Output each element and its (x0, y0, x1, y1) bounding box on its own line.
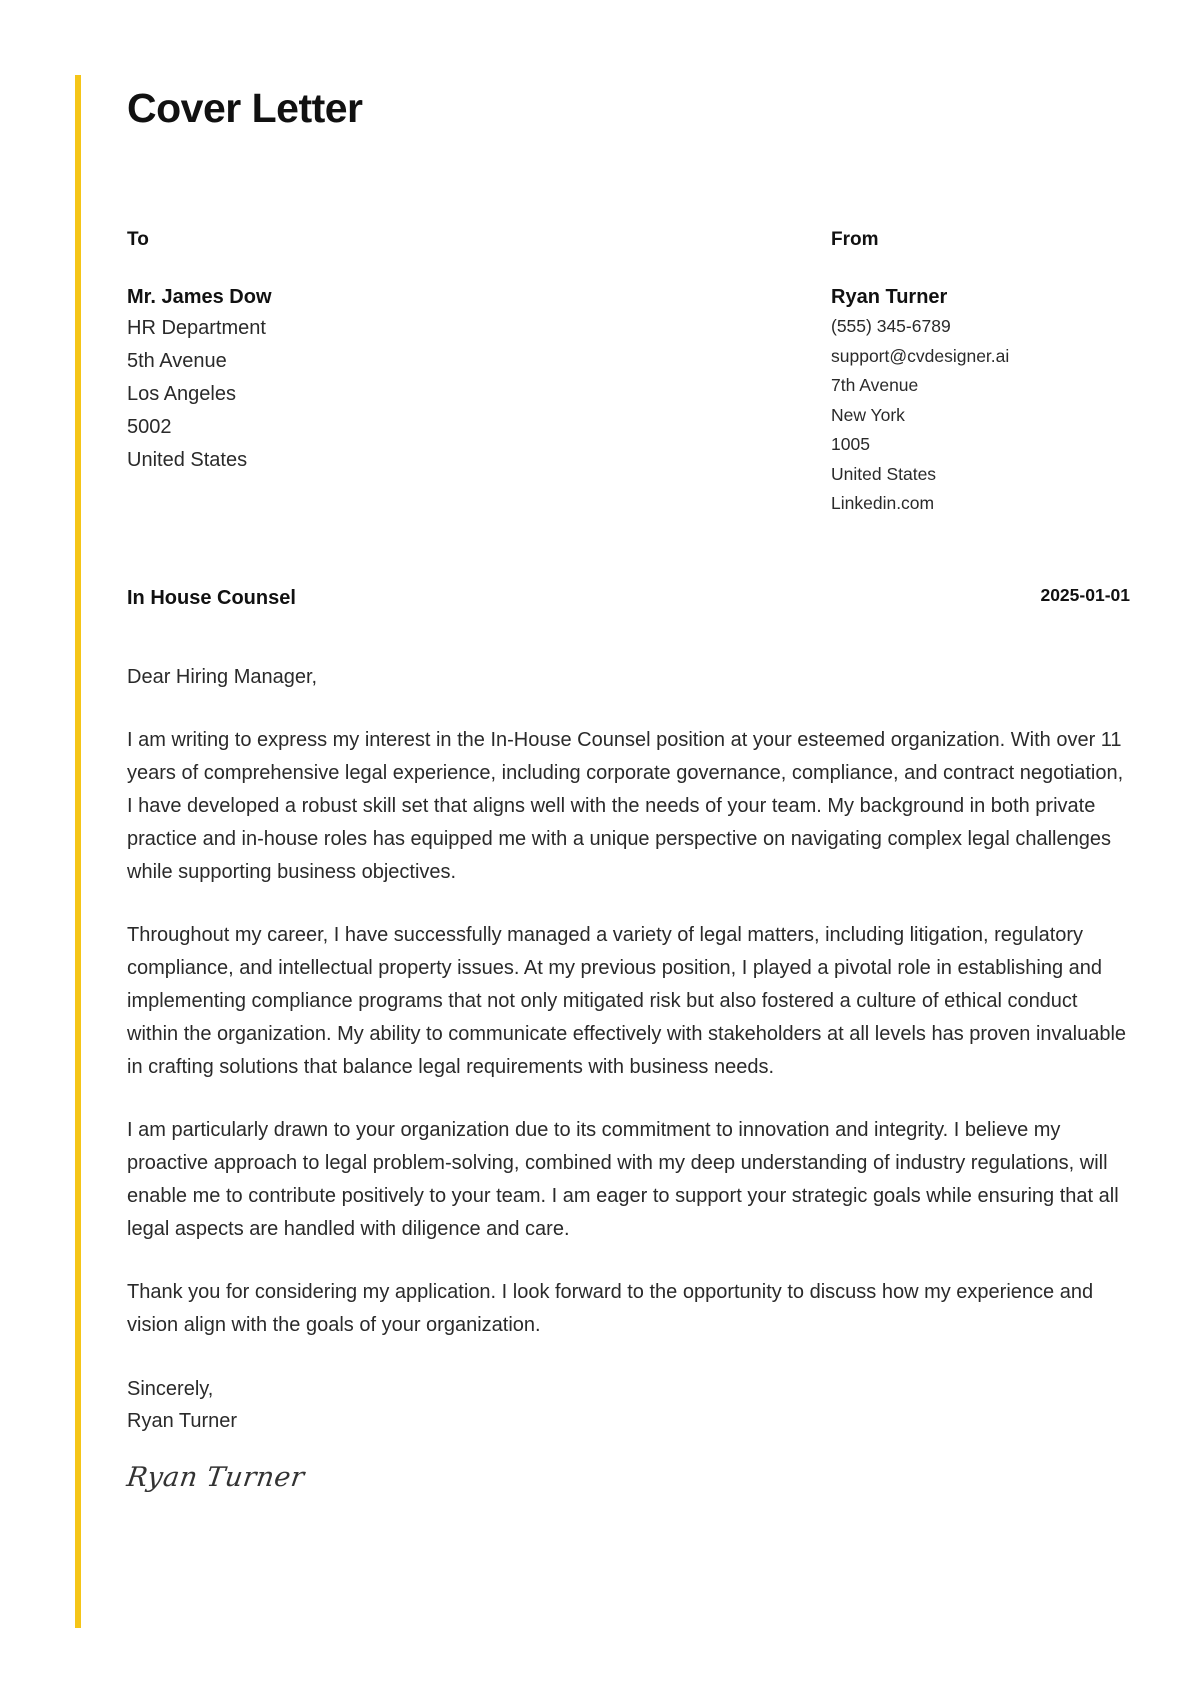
recipient-street: 5th Avenue (127, 350, 227, 372)
to-heading: To (127, 229, 149, 250)
cover-letter (124, 78, 1130, 1495)
letter-date: 2025-01-01 (1040, 585, 1130, 605)
valediction: Sincerely, (127, 1378, 214, 1400)
sender-street: 7th Avenue (831, 375, 919, 395)
accent-bar (75, 75, 81, 1628)
handwritten-signature: Ryan Turner (124, 1462, 307, 1493)
sender-email: support@cvdesigner.ai (831, 345, 1010, 366)
body-paragraph-3: I am particularly drawn to your organization due to its commitment to innovation and integrity. I believe my proactive approach to legal problem-solving, combined with my deep understanding of industry regulations, will enable me to contribute positively to your team. I am eager to support your strategic goals while ensuring that all legal aspects are handled with diligence and care. (127, 1119, 1119, 1240)
from-heading: From (831, 229, 879, 250)
sender-postal-code: 1005 (831, 434, 870, 454)
recipient-department: HR Department (127, 317, 266, 339)
body-paragraph-1: I am writing to express my interest in the In-House Counsel position at your esteemed organization. With over 11 years of comprehensive legal experience, including corporate governance, compliance, and contract negotiation, I have developed a robust skill set that aligns well with the needs of your team. My background in both private practice and in-house roles has equipped me with a unique perspective on navigating complex legal challenges while supporting business objectives. (127, 729, 1124, 883)
page-title: Cover Letter (127, 85, 363, 131)
recipient-city: Los Angeles (127, 383, 236, 405)
sender-city: New York (831, 404, 905, 425)
sender-website: Linkedin.com (831, 493, 935, 513)
salutation: Dear Hiring Manager, (127, 666, 318, 688)
sender-country: United States (831, 463, 937, 484)
address-section (127, 229, 1130, 583)
subject-line: In House Counsel (127, 587, 296, 609)
closing-block (127, 1373, 1130, 1437)
recipient-block (127, 226, 272, 477)
sender-name: Ryan Turner (831, 286, 948, 308)
closing-name: Ryan Turner (127, 1410, 238, 1432)
sender-block (831, 226, 1009, 519)
recipient-name: Mr. James Dow (127, 286, 272, 308)
body-paragraph-4: Thank you for considering my application. I look forward to the opportunity to discuss how my experience and vision align with the goals of your organization. (127, 1281, 1094, 1336)
subject-row (127, 583, 1130, 623)
recipient-country: United States (127, 449, 248, 471)
recipient-postal-code: 5002 (127, 416, 172, 438)
sender-phone: (555) 345-6789 (831, 316, 951, 336)
body-paragraph-2: Throughout my career, I have successfully managed a variety of legal matters, including litigation, regulatory compliance, and intellectual property issues. At my previous position, I played a pivotal role in establishing and implementing compliance programs that not only mitigated risk but also fostered a culture of ethical conduct within the organization. My ability to communicate effectively with stakeholders at all levels has proven invaluable in crafting solutions that balance legal requirements with business needs. (127, 924, 1127, 1078)
